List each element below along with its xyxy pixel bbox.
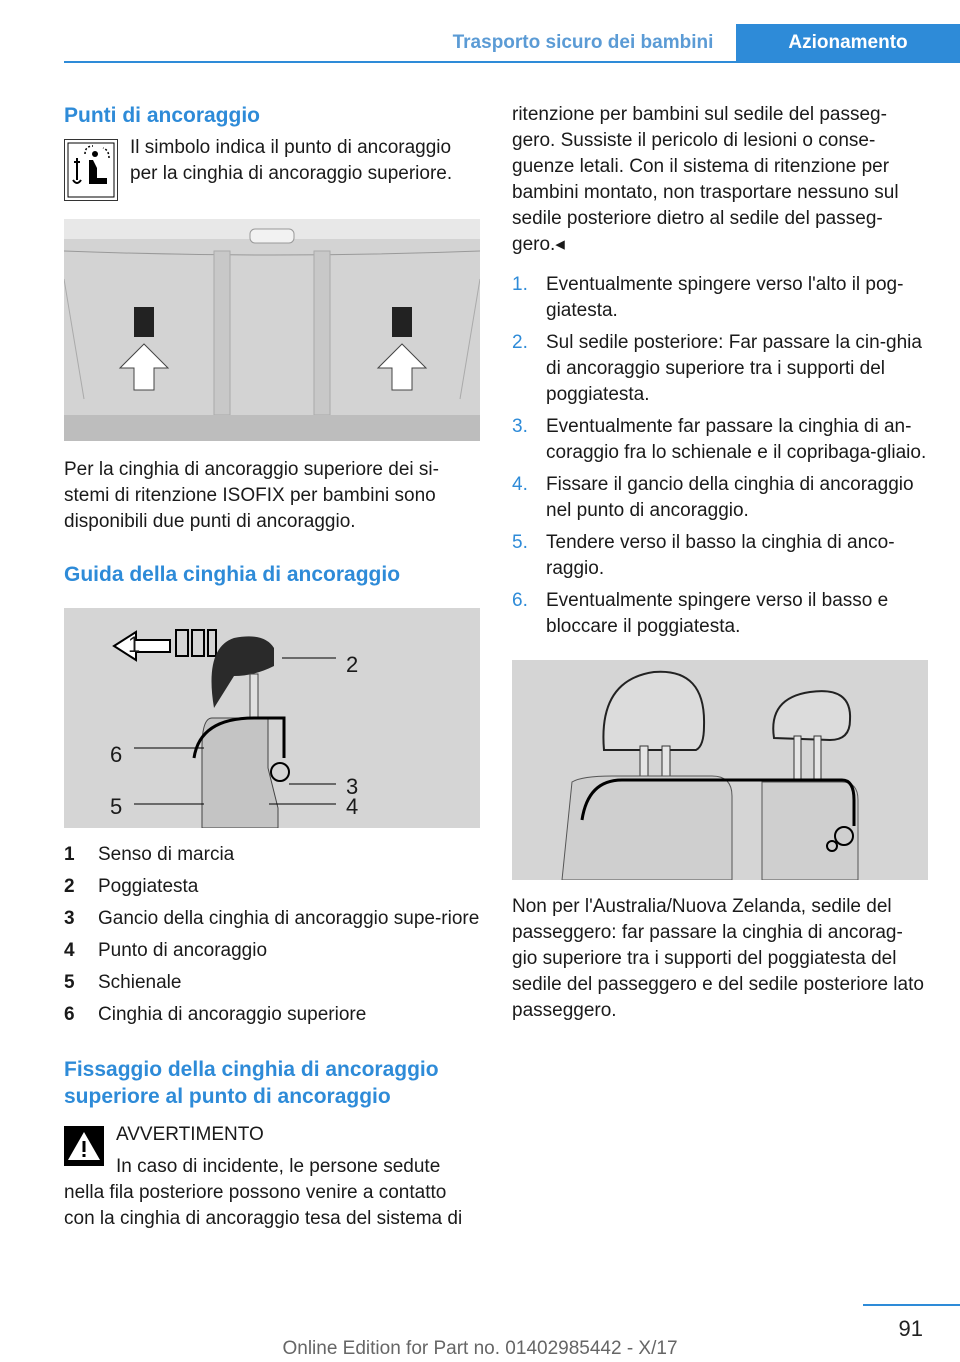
footer-rule <box>863 1304 960 1306</box>
step-number: 3. <box>512 416 528 437</box>
heading-anchor-points: Punti di ancoraggio <box>64 104 261 127</box>
legend-value: Gancio della cinghia di ancoraggio supe-riore <box>98 908 480 929</box>
diagram-label-2: 2 <box>346 652 359 677</box>
footer-edition: Online Edition for Part no. 01402985442 - X/17 <box>282 1338 678 1359</box>
legend-value: Cinghia di ancoraggio superiore <box>98 1004 367 1025</box>
diagram-label-3: 3 <box>346 774 359 799</box>
diagram-label-5: 5 <box>110 794 123 819</box>
legend-key: 4 <box>64 940 75 961</box>
step-number: 6. <box>512 590 528 611</box>
child-seat-anchor-icon <box>64 139 118 201</box>
para-australia-nz: Non per l'Australia/Nuova Zelanda, sedile del passeggero: far passare la cinghia di ancorag-gio superiore tra i supporti del poggiatesta del sedile del passeggero e del sedile posteriore lato passeggero. <box>512 896 924 1021</box>
legend-key: 2 <box>64 876 75 897</box>
legend-value: Punto di ancoraggio <box>98 940 268 961</box>
step-number: 1. <box>512 274 528 295</box>
step-text: Sul sedile posteriore: Far passare la cin-ghia di ancoraggio superiore tra i supporti del poggiatesta. <box>546 332 922 405</box>
heading-guide: Guida della cinghia di ancoraggio <box>64 563 401 586</box>
warning-triangle-icon <box>64 1126 104 1166</box>
anchor-symbol-block <box>64 139 480 201</box>
step-text: Eventualmente far passare la cinghia di an-coraggio fra lo schienale e il copribaga-gliaio. <box>546 416 927 463</box>
figure-passenger-strap <box>512 660 928 880</box>
figure-headrest-diagram <box>64 608 480 828</box>
legend-list <box>64 842 480 1028</box>
warning-title: AVVERTIMENTO <box>116 1124 264 1145</box>
step-text: Tendere verso il basso la cinghia di anco-raggio. <box>546 532 895 579</box>
step-item <box>512 530 928 582</box>
steps-list <box>512 272 928 640</box>
step-item <box>512 330 928 408</box>
step-item <box>512 472 928 524</box>
step-number: 4. <box>512 474 528 495</box>
warning-continued: ritenzione per bambini sul sedile del passeg-gero. Sussiste il pericolo di lesioni o conse-guenze letali. Con il sistema di ritenzione per bambini montato, non trasportare nessuno sul sedile posteriore dietro al sedile del passeg-gero.◂ <box>512 104 899 255</box>
diagram-label-1: 1 <box>128 632 141 657</box>
step-number: 5. <box>512 532 528 553</box>
step-item <box>512 414 928 466</box>
step-item <box>512 588 928 640</box>
diagram-label-4: 4 <box>346 794 359 819</box>
legend-value: Poggiatesta <box>98 876 199 897</box>
legend-key: 3 <box>64 908 75 929</box>
step-number: 2. <box>512 332 528 353</box>
legend-value: Schienale <box>98 972 182 993</box>
legend-key: 5 <box>64 972 75 993</box>
warning-block <box>64 1122 480 1232</box>
step-text: Eventualmente spingere verso l'alto il pog-giatesta. <box>546 274 904 321</box>
legend-key: 1 <box>64 844 75 865</box>
warning-text: In caso di incidente, le persone sedute nella fila posteriore possono venire a contatto con la cinghia di ancoraggio tesa del sistema di <box>64 1156 463 1229</box>
step-text: Fissare il gancio della cinghia di ancoraggio nel punto di ancoraggio. <box>546 474 914 521</box>
right-column <box>512 102 928 1024</box>
anchor-symbol-text: Il simbolo indica il punto di ancoraggio per la cinghia di ancoraggio superiore. <box>130 137 453 184</box>
left-column <box>64 102 480 1232</box>
legend-value: Senso di marcia <box>98 844 235 865</box>
page-number: 91 <box>898 1316 923 1341</box>
step-text: Eventualmente spingere verso il basso e bloccare il poggiatesta. <box>546 590 889 637</box>
step-item <box>512 272 928 324</box>
heading-fix: Fissaggio della cinghia di ancoraggio superiore al punto di ancoraggio <box>64 1058 439 1108</box>
header-section-title: Trasporto sicuro dei bambini <box>452 32 714 53</box>
header-rule <box>64 61 960 63</box>
figure-anchor-points <box>64 219 480 441</box>
legend-key: 6 <box>64 1004 75 1025</box>
header-tab-azionamento[interactable]: Azionamento <box>736 24 960 62</box>
diagram-label-6: 6 <box>110 742 123 767</box>
para-isofix: Per la cinghia di ancoraggio superiore dei si-stemi di ritenzione ISOFIX per bambini sono disponibili due punti di ancoraggio. <box>64 459 439 532</box>
